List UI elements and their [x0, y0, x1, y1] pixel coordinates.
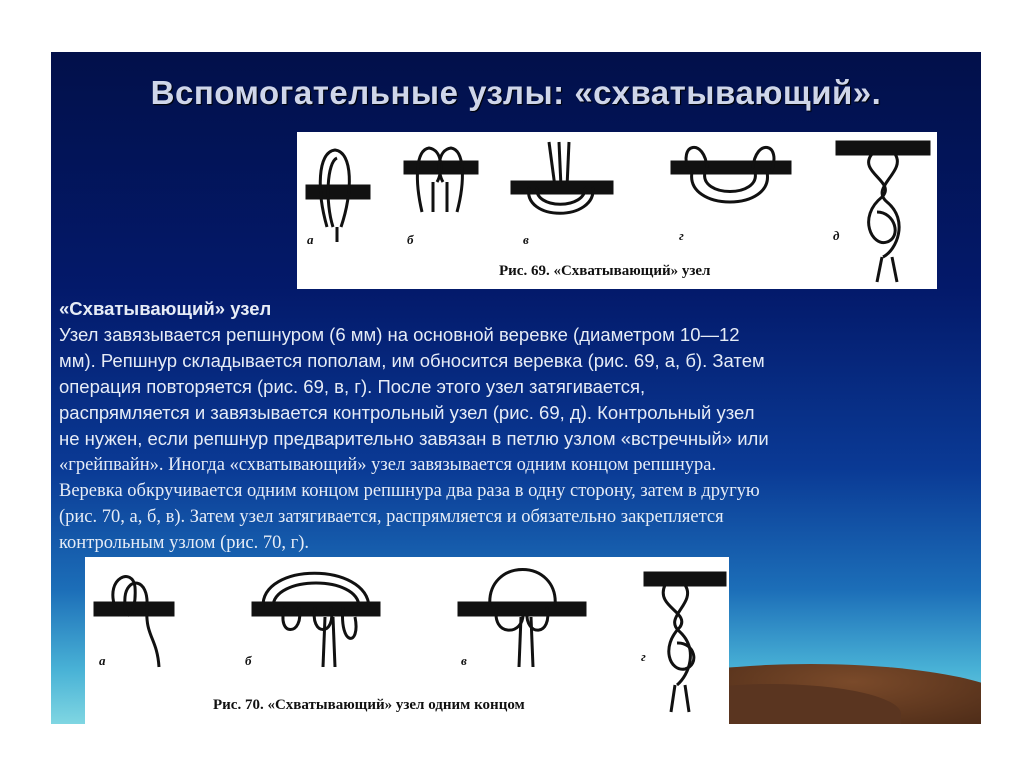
body-text	[59, 296, 977, 556]
body-line-8: (рис. 70, а, б, в). Затем узел затягивается, распрямляется и обязательно закрепляется	[59, 507, 724, 527]
body-line-6: «грейпвайн». Иногда «схватывающий» узел завязывается одним концом репшнура.	[59, 455, 717, 475]
body-line-3: операция повторяется (рис. 69, в, г). После этого узел затягивается,	[59, 376, 646, 397]
figure-70	[85, 557, 729, 724]
figure-70-label-a: а	[99, 653, 106, 668]
figure-70-label-v: в	[461, 653, 467, 668]
slide	[51, 52, 981, 724]
figure-69-caption: Рис. 69. «Схватывающий» узел	[499, 263, 711, 279]
body-line-4: распрямляется и завязывается контрольный узел (рис. 69, д). Контрольный узел	[59, 402, 755, 423]
body-line-5: не нужен, если репшнур предварительно завязан в петлю узлом «встречный» или	[59, 428, 769, 449]
body-line-1: Узел завязывается репшнуром (6 мм) на основной веревке (диаметром 10—12	[59, 324, 740, 345]
figure-70-label-b: б	[245, 653, 252, 668]
figure-69	[297, 132, 937, 289]
section-heading: «Схватывающий» узел	[59, 298, 272, 319]
slide-title: Вспомогательные узлы: «схватывающий».	[150, 74, 882, 111]
body-line-9: контрольным узлом (рис. 70, г).	[59, 533, 310, 553]
body-line-7: Веревка обкручивается одним концом репшнура два раза в одну сторону, затем в другую	[59, 481, 760, 501]
figure-69-label-g: г	[679, 228, 684, 243]
figure-69-label-a: а	[307, 232, 314, 247]
body-line-2: мм). Репшнур складывается пополам, им обносится веревка (рис. 69, а, б). Затем	[59, 350, 765, 371]
figure-69-label-b: б	[407, 232, 414, 247]
figure-70-caption: Рис. 70. «Схватывающий» узел одним концом	[213, 697, 525, 713]
figure-69-label-v: в	[523, 232, 529, 247]
figure-70-label-g: г	[641, 649, 646, 664]
figure-69-label-d: д	[833, 228, 840, 243]
